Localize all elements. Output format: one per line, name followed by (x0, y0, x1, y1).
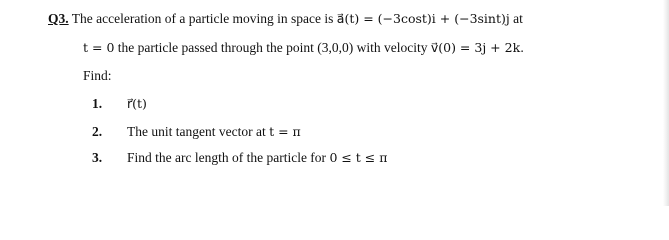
item-2-number: 2. (92, 124, 103, 139)
question-line2-text: the particle passed through the point (3,0,0) with velocity (117, 40, 428, 55)
item-2 (127, 124, 301, 140)
question-line-1 (48, 11, 523, 27)
question-label: Q3. (48, 11, 69, 26)
initial-time-math: t = 0 (83, 40, 115, 55)
question-line-2 (83, 40, 524, 56)
item-2-math: t = π (269, 124, 301, 139)
item-3-text: Find the arc length of the particle for (127, 150, 327, 165)
page-edge-shadow (663, 0, 669, 206)
acceleration-formula: a⃗(t) = (−3cost)i + (−3sint)j (336, 11, 510, 26)
item-2-text: The unit tangent vector at (127, 124, 266, 139)
item-1 (127, 96, 147, 112)
question-line1-text: The acceleration of a particle moving in space is (71, 11, 334, 26)
item-3 (127, 150, 387, 166)
item-1-math: r⃗(t) (127, 96, 147, 111)
velocity-formula: v⃗(0) = 3j + 2k. (430, 40, 525, 55)
item-3-math: 0 ≤ t ≤ π (329, 150, 388, 165)
question-line1-tail: at (513, 11, 523, 26)
item-1-number: 1. (92, 96, 103, 111)
item-3-number: 3. (92, 150, 103, 165)
find-label: Find: (83, 68, 112, 83)
